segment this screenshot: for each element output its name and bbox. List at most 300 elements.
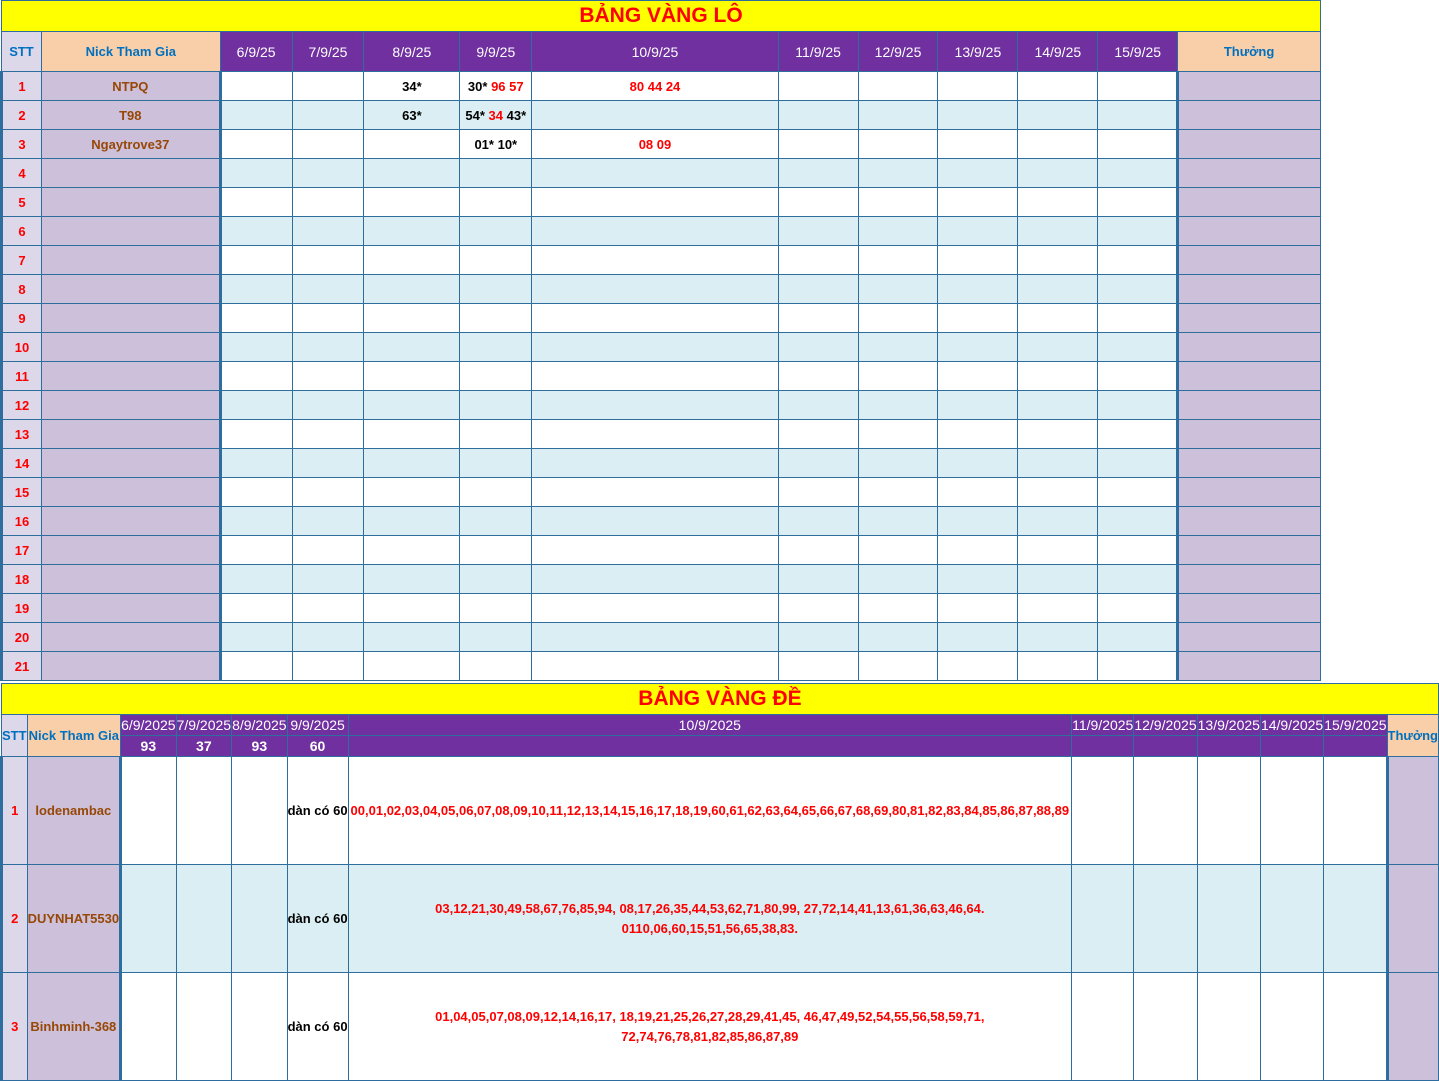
lo-date-cell[interactable] bbox=[220, 507, 292, 536]
lo-date-cell[interactable] bbox=[938, 188, 1018, 217]
lo-date-cell[interactable] bbox=[858, 391, 938, 420]
lo-date-cell[interactable] bbox=[1018, 130, 1098, 159]
lo-date-cell[interactable] bbox=[858, 420, 938, 449]
de-stt-cell[interactable]: 2 bbox=[2, 865, 28, 973]
de-stt-cell[interactable]: 3 bbox=[2, 973, 28, 1081]
lo-date-cell[interactable] bbox=[364, 536, 460, 565]
lo-nick-cell[interactable] bbox=[41, 159, 220, 188]
lo-date-cell[interactable] bbox=[292, 507, 364, 536]
lo-date-cell[interactable] bbox=[858, 333, 938, 362]
lo-date-cell[interactable] bbox=[938, 420, 1018, 449]
de-prize-cell[interactable] bbox=[1387, 865, 1438, 973]
lo-date-cell[interactable] bbox=[778, 130, 858, 159]
lo-date-cell[interactable] bbox=[220, 652, 292, 681]
lo-stt-cell[interactable]: 2 bbox=[2, 101, 42, 130]
de-date-cell[interactable] bbox=[348, 757, 1072, 865]
lo-date-cell[interactable] bbox=[1018, 391, 1098, 420]
lo-date-cell[interactable] bbox=[460, 275, 532, 304]
lo-date-cell[interactable] bbox=[778, 362, 858, 391]
lo-stt-cell[interactable]: 12 bbox=[2, 391, 42, 420]
lo-date-cell[interactable] bbox=[1098, 275, 1178, 304]
lo-prize-cell[interactable] bbox=[1178, 565, 1321, 594]
lo-date-cell[interactable] bbox=[938, 391, 1018, 420]
lo-stt-cell[interactable]: 11 bbox=[2, 362, 42, 391]
lo-stt-cell[interactable]: 6 bbox=[2, 217, 42, 246]
lo-date-cell[interactable] bbox=[220, 623, 292, 652]
lo-date-cell[interactable] bbox=[1018, 72, 1098, 101]
lo-prize-cell[interactable] bbox=[1178, 159, 1321, 188]
lo-date-cell[interactable] bbox=[220, 449, 292, 478]
de-date-cell[interactable] bbox=[1260, 757, 1323, 865]
lo-date-cell[interactable] bbox=[292, 333, 364, 362]
lo-stt-cell[interactable]: 10 bbox=[2, 333, 42, 362]
lo-date-cell[interactable] bbox=[532, 188, 778, 217]
lo-stt-cell[interactable]: 20 bbox=[2, 623, 42, 652]
lo-date-cell[interactable] bbox=[858, 159, 938, 188]
lo-date-cell[interactable] bbox=[220, 275, 292, 304]
lo-date-cell[interactable] bbox=[532, 507, 778, 536]
lo-date-cell[interactable] bbox=[778, 333, 858, 362]
lo-date-cell[interactable] bbox=[1098, 623, 1178, 652]
lo-date-cell[interactable] bbox=[220, 101, 292, 130]
lo-date-cell[interactable] bbox=[364, 362, 460, 391]
lo-date-cell[interactable] bbox=[1018, 101, 1098, 130]
lo-date-cell[interactable] bbox=[460, 565, 532, 594]
lo-nick-cell[interactable] bbox=[41, 362, 220, 391]
lo-date-cell[interactable] bbox=[938, 159, 1018, 188]
lo-date-cell[interactable] bbox=[364, 594, 460, 623]
lo-nick-cell[interactable] bbox=[41, 420, 220, 449]
lo-date-cell[interactable] bbox=[460, 536, 532, 565]
lo-nick-cell[interactable] bbox=[41, 188, 220, 217]
lo-stt-cell[interactable]: 18 bbox=[2, 565, 42, 594]
lo-date-cell[interactable] bbox=[1098, 246, 1178, 275]
lo-date-cell[interactable] bbox=[220, 565, 292, 594]
lo-prize-cell[interactable] bbox=[1178, 275, 1321, 304]
lo-date-cell[interactable] bbox=[292, 246, 364, 275]
lo-date-cell[interactable] bbox=[292, 594, 364, 623]
lo-date-cell[interactable] bbox=[1018, 275, 1098, 304]
lo-date-cell[interactable] bbox=[778, 159, 858, 188]
lo-stt-cell[interactable]: 9 bbox=[2, 304, 42, 333]
lo-date-cell[interactable] bbox=[292, 623, 364, 652]
lo-date-cell[interactable] bbox=[938, 217, 1018, 246]
lo-date-cell[interactable] bbox=[460, 623, 532, 652]
lo-date-cell[interactable] bbox=[460, 478, 532, 507]
lo-date-cell[interactable] bbox=[938, 478, 1018, 507]
lo-date-cell[interactable] bbox=[858, 565, 938, 594]
lo-date-cell[interactable] bbox=[1018, 362, 1098, 391]
lo-date-cell[interactable] bbox=[292, 536, 364, 565]
lo-nick-cell[interactable] bbox=[41, 652, 220, 681]
lo-date-cell[interactable] bbox=[532, 72, 778, 101]
lo-date-cell[interactable] bbox=[532, 101, 778, 130]
lo-stt-cell[interactable]: 7 bbox=[2, 246, 42, 275]
lo-date-cell[interactable] bbox=[460, 333, 532, 362]
de-nick-cell[interactable]: lodenambac bbox=[27, 757, 121, 865]
lo-date-cell[interactable] bbox=[858, 217, 938, 246]
lo-date-cell[interactable] bbox=[364, 623, 460, 652]
lo-date-cell[interactable] bbox=[460, 594, 532, 623]
lo-date-cell[interactable] bbox=[460, 449, 532, 478]
lo-date-cell[interactable] bbox=[460, 72, 532, 101]
lo-date-cell[interactable] bbox=[938, 275, 1018, 304]
lo-date-cell[interactable] bbox=[532, 333, 778, 362]
lo-stt-cell[interactable]: 4 bbox=[2, 159, 42, 188]
lo-date-cell[interactable] bbox=[778, 275, 858, 304]
lo-nick-cell[interactable] bbox=[41, 449, 220, 478]
lo-date-cell[interactable] bbox=[858, 188, 938, 217]
lo-date-cell[interactable] bbox=[1018, 536, 1098, 565]
lo-date-cell[interactable] bbox=[220, 130, 292, 159]
de-date-cell[interactable] bbox=[176, 973, 232, 1081]
lo-stt-cell[interactable]: 17 bbox=[2, 536, 42, 565]
lo-nick-cell[interactable] bbox=[41, 333, 220, 362]
lo-date-cell[interactable] bbox=[292, 188, 364, 217]
lo-date-cell[interactable] bbox=[1018, 478, 1098, 507]
lo-prize-cell[interactable] bbox=[1178, 130, 1321, 159]
lo-nick-cell[interactable] bbox=[41, 217, 220, 246]
de-date-cell[interactable] bbox=[232, 865, 288, 973]
lo-prize-cell[interactable] bbox=[1178, 101, 1321, 130]
lo-date-cell[interactable] bbox=[938, 333, 1018, 362]
de-date-cell[interactable] bbox=[1072, 757, 1134, 865]
lo-date-cell[interactable] bbox=[778, 217, 858, 246]
de-nick-cell[interactable]: DUYNHAT5530 bbox=[27, 865, 121, 973]
lo-stt-cell[interactable]: 15 bbox=[2, 478, 42, 507]
de-date-cell[interactable] bbox=[176, 757, 232, 865]
lo-date-cell[interactable] bbox=[1098, 565, 1178, 594]
lo-date-cell[interactable] bbox=[778, 391, 858, 420]
lo-date-cell[interactable] bbox=[364, 391, 460, 420]
lo-date-cell[interactable] bbox=[1098, 391, 1178, 420]
lo-date-cell[interactable] bbox=[938, 72, 1018, 101]
lo-date-cell[interactable] bbox=[220, 536, 292, 565]
lo-date-cell[interactable] bbox=[220, 188, 292, 217]
de-date-cell[interactable] bbox=[348, 973, 1072, 1081]
lo-date-cell[interactable] bbox=[364, 246, 460, 275]
lo-date-cell[interactable] bbox=[460, 159, 532, 188]
de-date-cell[interactable] bbox=[1324, 865, 1387, 973]
lo-date-cell[interactable] bbox=[1018, 246, 1098, 275]
de-date-cell[interactable] bbox=[1134, 865, 1197, 973]
lo-date-cell[interactable] bbox=[532, 275, 778, 304]
de-date-cell[interactable] bbox=[176, 865, 232, 973]
lo-prize-cell[interactable] bbox=[1178, 478, 1321, 507]
de-prize-cell[interactable] bbox=[1387, 973, 1438, 1081]
lo-date-cell[interactable] bbox=[532, 304, 778, 333]
lo-date-cell[interactable] bbox=[532, 623, 778, 652]
lo-nick-cell[interactable]: T98 bbox=[41, 101, 220, 130]
lo-nick-cell[interactable] bbox=[41, 623, 220, 652]
de-date-cell[interactable] bbox=[232, 757, 288, 865]
lo-date-cell[interactable] bbox=[858, 130, 938, 159]
lo-prize-cell[interactable] bbox=[1178, 333, 1321, 362]
lo-date-cell[interactable] bbox=[858, 623, 938, 652]
lo-date-cell[interactable] bbox=[532, 565, 778, 594]
lo-date-cell[interactable] bbox=[778, 101, 858, 130]
lo-date-cell[interactable] bbox=[364, 72, 460, 101]
lo-date-cell[interactable] bbox=[220, 246, 292, 275]
lo-date-cell[interactable] bbox=[292, 391, 364, 420]
lo-prize-cell[interactable] bbox=[1178, 246, 1321, 275]
lo-date-cell[interactable] bbox=[292, 449, 364, 478]
lo-date-cell[interactable] bbox=[292, 565, 364, 594]
lo-date-cell[interactable] bbox=[220, 420, 292, 449]
de-date-cell[interactable] bbox=[1134, 757, 1197, 865]
lo-nick-cell[interactable] bbox=[41, 304, 220, 333]
lo-date-cell[interactable] bbox=[532, 536, 778, 565]
lo-date-cell[interactable] bbox=[364, 507, 460, 536]
lo-prize-cell[interactable] bbox=[1178, 188, 1321, 217]
de-prize-cell[interactable] bbox=[1387, 757, 1438, 865]
lo-nick-cell[interactable] bbox=[41, 246, 220, 275]
lo-date-cell[interactable] bbox=[460, 217, 532, 246]
lo-date-cell[interactable] bbox=[938, 565, 1018, 594]
lo-date-cell[interactable] bbox=[778, 449, 858, 478]
lo-date-cell[interactable] bbox=[938, 304, 1018, 333]
lo-date-cell[interactable] bbox=[858, 72, 938, 101]
lo-date-cell[interactable] bbox=[364, 652, 460, 681]
lo-date-cell[interactable] bbox=[460, 391, 532, 420]
lo-stt-cell[interactable]: 13 bbox=[2, 420, 42, 449]
lo-date-cell[interactable] bbox=[460, 507, 532, 536]
lo-date-cell[interactable] bbox=[778, 565, 858, 594]
lo-date-cell[interactable] bbox=[1098, 594, 1178, 623]
lo-nick-cell[interactable]: Ngaytrove37 bbox=[41, 130, 220, 159]
lo-date-cell[interactable] bbox=[292, 652, 364, 681]
lo-date-cell[interactable] bbox=[1018, 188, 1098, 217]
lo-stt-cell[interactable]: 8 bbox=[2, 275, 42, 304]
lo-date-cell[interactable] bbox=[292, 72, 364, 101]
lo-date-cell[interactable] bbox=[1098, 101, 1178, 130]
de-date-cell[interactable] bbox=[1260, 865, 1323, 973]
lo-date-cell[interactable] bbox=[1098, 333, 1178, 362]
lo-nick-cell[interactable] bbox=[41, 478, 220, 507]
lo-date-cell[interactable] bbox=[220, 478, 292, 507]
lo-date-cell[interactable] bbox=[220, 159, 292, 188]
lo-date-cell[interactable] bbox=[778, 536, 858, 565]
lo-date-cell[interactable] bbox=[1018, 449, 1098, 478]
lo-date-cell[interactable] bbox=[292, 130, 364, 159]
lo-date-cell[interactable] bbox=[460, 246, 532, 275]
de-date-cell[interactable]: dàn có 60 bbox=[287, 865, 348, 973]
lo-date-cell[interactable] bbox=[292, 362, 364, 391]
lo-date-cell[interactable] bbox=[1098, 449, 1178, 478]
lo-date-cell[interactable] bbox=[1018, 420, 1098, 449]
lo-date-cell[interactable] bbox=[364, 565, 460, 594]
lo-nick-cell[interactable] bbox=[41, 565, 220, 594]
lo-stt-cell[interactable]: 14 bbox=[2, 449, 42, 478]
lo-date-cell[interactable] bbox=[364, 130, 460, 159]
lo-date-cell[interactable] bbox=[460, 130, 532, 159]
lo-date-cell[interactable] bbox=[220, 72, 292, 101]
lo-date-cell[interactable] bbox=[364, 420, 460, 449]
lo-date-cell[interactable] bbox=[532, 449, 778, 478]
lo-date-cell[interactable] bbox=[532, 130, 778, 159]
lo-prize-cell[interactable] bbox=[1178, 652, 1321, 681]
lo-date-cell[interactable] bbox=[220, 333, 292, 362]
lo-stt-cell[interactable]: 21 bbox=[2, 652, 42, 681]
lo-date-cell[interactable] bbox=[778, 623, 858, 652]
lo-date-cell[interactable] bbox=[858, 478, 938, 507]
lo-date-cell[interactable] bbox=[858, 362, 938, 391]
lo-prize-cell[interactable] bbox=[1178, 420, 1321, 449]
lo-nick-cell[interactable] bbox=[41, 594, 220, 623]
de-date-cell[interactable] bbox=[1197, 865, 1260, 973]
lo-prize-cell[interactable] bbox=[1178, 72, 1321, 101]
lo-stt-cell[interactable]: 16 bbox=[2, 507, 42, 536]
lo-date-cell[interactable] bbox=[532, 246, 778, 275]
lo-date-cell[interactable] bbox=[364, 304, 460, 333]
lo-prize-cell[interactable] bbox=[1178, 507, 1321, 536]
de-date-cell[interactable] bbox=[1197, 757, 1260, 865]
lo-date-cell[interactable] bbox=[292, 478, 364, 507]
lo-date-cell[interactable] bbox=[858, 652, 938, 681]
lo-prize-cell[interactable] bbox=[1178, 594, 1321, 623]
lo-prize-cell[interactable] bbox=[1178, 362, 1321, 391]
lo-stt-cell[interactable]: 5 bbox=[2, 188, 42, 217]
de-date-cell[interactable] bbox=[1324, 973, 1387, 1081]
lo-date-cell[interactable] bbox=[364, 101, 460, 130]
de-date-cell[interactable] bbox=[121, 757, 177, 865]
lo-prize-cell[interactable] bbox=[1178, 449, 1321, 478]
lo-date-cell[interactable] bbox=[220, 362, 292, 391]
lo-date-cell[interactable] bbox=[220, 304, 292, 333]
lo-date-cell[interactable] bbox=[778, 304, 858, 333]
lo-date-cell[interactable] bbox=[292, 101, 364, 130]
lo-date-cell[interactable] bbox=[1018, 623, 1098, 652]
lo-date-cell[interactable] bbox=[938, 652, 1018, 681]
lo-date-cell[interactable] bbox=[778, 652, 858, 681]
lo-date-cell[interactable] bbox=[364, 188, 460, 217]
lo-date-cell[interactable] bbox=[858, 536, 938, 565]
lo-prize-cell[interactable] bbox=[1178, 536, 1321, 565]
lo-date-cell[interactable] bbox=[532, 420, 778, 449]
lo-date-cell[interactable] bbox=[364, 333, 460, 362]
de-nick-cell[interactable]: Binhminh-368 bbox=[27, 973, 121, 1081]
lo-stt-cell[interactable]: 3 bbox=[2, 130, 42, 159]
de-date-cell[interactable] bbox=[232, 973, 288, 1081]
lo-prize-cell[interactable] bbox=[1178, 217, 1321, 246]
lo-date-cell[interactable] bbox=[532, 652, 778, 681]
lo-date-cell[interactable] bbox=[1098, 652, 1178, 681]
lo-stt-cell[interactable]: 1 bbox=[2, 72, 42, 101]
de-date-cell[interactable] bbox=[1197, 973, 1260, 1081]
lo-date-cell[interactable] bbox=[1098, 188, 1178, 217]
lo-date-cell[interactable] bbox=[1018, 594, 1098, 623]
lo-date-cell[interactable] bbox=[1018, 304, 1098, 333]
lo-date-cell[interactable] bbox=[858, 507, 938, 536]
lo-date-cell[interactable] bbox=[858, 101, 938, 130]
lo-date-cell[interactable] bbox=[364, 217, 460, 246]
lo-nick-cell[interactable] bbox=[41, 275, 220, 304]
lo-date-cell[interactable] bbox=[778, 72, 858, 101]
lo-date-cell[interactable] bbox=[292, 420, 364, 449]
lo-date-cell[interactable] bbox=[460, 304, 532, 333]
lo-date-cell[interactable] bbox=[1098, 420, 1178, 449]
lo-date-cell[interactable] bbox=[938, 536, 1018, 565]
lo-date-cell[interactable] bbox=[292, 217, 364, 246]
lo-date-cell[interactable] bbox=[532, 478, 778, 507]
lo-date-cell[interactable] bbox=[858, 449, 938, 478]
lo-prize-cell[interactable] bbox=[1178, 391, 1321, 420]
lo-date-cell[interactable] bbox=[364, 478, 460, 507]
lo-date-cell[interactable] bbox=[938, 623, 1018, 652]
lo-date-cell[interactable] bbox=[532, 594, 778, 623]
lo-date-cell[interactable] bbox=[460, 101, 532, 130]
lo-date-cell[interactable] bbox=[1018, 333, 1098, 362]
lo-date-cell[interactable] bbox=[858, 275, 938, 304]
lo-nick-cell[interactable]: NTPQ bbox=[41, 72, 220, 101]
lo-date-cell[interactable] bbox=[364, 159, 460, 188]
lo-date-cell[interactable] bbox=[1018, 652, 1098, 681]
lo-date-cell[interactable] bbox=[220, 594, 292, 623]
de-date-cell[interactable] bbox=[121, 973, 177, 1081]
lo-date-cell[interactable] bbox=[858, 246, 938, 275]
lo-date-cell[interactable] bbox=[1098, 130, 1178, 159]
lo-date-cell[interactable] bbox=[1098, 362, 1178, 391]
lo-date-cell[interactable] bbox=[938, 507, 1018, 536]
lo-date-cell[interactable] bbox=[364, 275, 460, 304]
lo-date-cell[interactable] bbox=[220, 217, 292, 246]
lo-date-cell[interactable] bbox=[778, 188, 858, 217]
lo-date-cell[interactable] bbox=[938, 449, 1018, 478]
lo-date-cell[interactable] bbox=[460, 420, 532, 449]
lo-date-cell[interactable] bbox=[1018, 565, 1098, 594]
lo-date-cell[interactable] bbox=[938, 130, 1018, 159]
lo-prize-cell[interactable] bbox=[1178, 304, 1321, 333]
lo-date-cell[interactable] bbox=[778, 507, 858, 536]
lo-date-cell[interactable] bbox=[460, 188, 532, 217]
lo-stt-cell[interactable]: 19 bbox=[2, 594, 42, 623]
de-date-cell[interactable] bbox=[1324, 757, 1387, 865]
de-date-cell[interactable] bbox=[1072, 973, 1134, 1081]
de-date-cell[interactable] bbox=[348, 865, 1072, 973]
lo-prize-cell[interactable] bbox=[1178, 623, 1321, 652]
lo-date-cell[interactable] bbox=[938, 594, 1018, 623]
lo-date-cell[interactable] bbox=[1098, 217, 1178, 246]
lo-date-cell[interactable] bbox=[220, 391, 292, 420]
lo-date-cell[interactable] bbox=[1098, 507, 1178, 536]
lo-date-cell[interactable] bbox=[1098, 159, 1178, 188]
lo-date-cell[interactable] bbox=[1098, 304, 1178, 333]
lo-date-cell[interactable] bbox=[778, 594, 858, 623]
lo-date-cell[interactable] bbox=[532, 217, 778, 246]
lo-date-cell[interactable] bbox=[292, 275, 364, 304]
lo-date-cell[interactable] bbox=[292, 304, 364, 333]
lo-date-cell[interactable] bbox=[858, 304, 938, 333]
lo-date-cell[interactable] bbox=[938, 246, 1018, 275]
lo-date-cell[interactable] bbox=[1098, 536, 1178, 565]
lo-date-cell[interactable] bbox=[778, 420, 858, 449]
de-date-cell[interactable] bbox=[121, 865, 177, 973]
lo-date-cell[interactable] bbox=[1098, 72, 1178, 101]
lo-date-cell[interactable] bbox=[938, 362, 1018, 391]
lo-date-cell[interactable] bbox=[532, 159, 778, 188]
lo-nick-cell[interactable] bbox=[41, 507, 220, 536]
de-date-cell[interactable] bbox=[1134, 973, 1197, 1081]
de-date-cell[interactable]: dàn có 60 bbox=[287, 973, 348, 1081]
lo-date-cell[interactable] bbox=[532, 391, 778, 420]
lo-date-cell[interactable] bbox=[1018, 159, 1098, 188]
lo-date-cell[interactable] bbox=[938, 101, 1018, 130]
de-date-cell[interactable]: dàn có 60 bbox=[287, 757, 348, 865]
lo-date-cell[interactable] bbox=[858, 594, 938, 623]
lo-date-cell[interactable] bbox=[1098, 478, 1178, 507]
lo-date-cell[interactable] bbox=[292, 159, 364, 188]
lo-date-cell[interactable] bbox=[460, 362, 532, 391]
